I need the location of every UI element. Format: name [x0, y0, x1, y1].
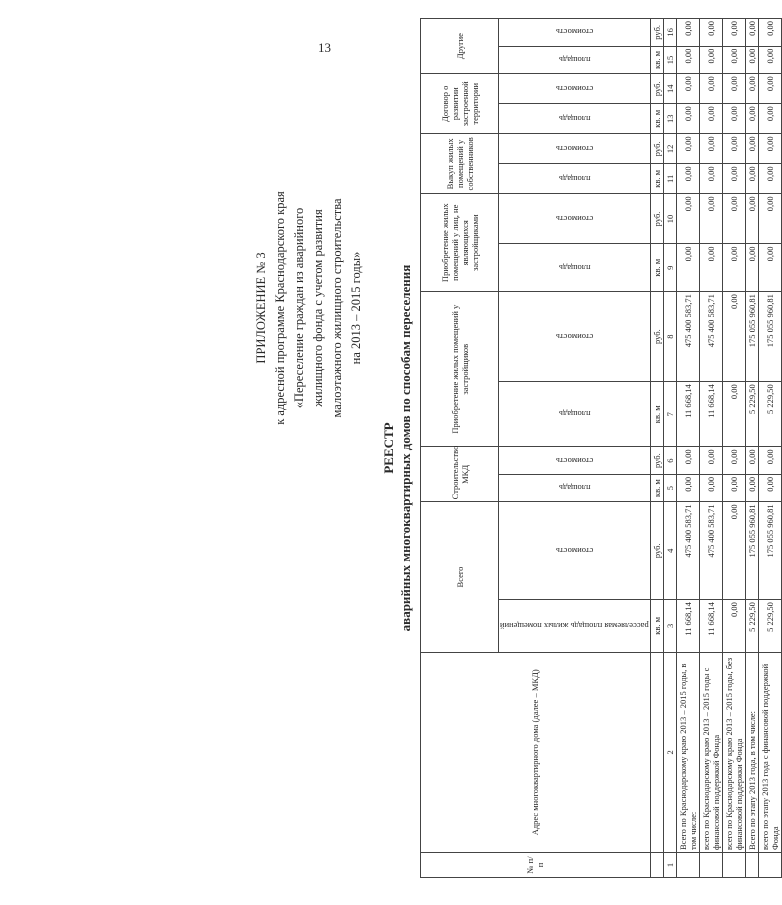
units-cell: кв. м: [650, 382, 663, 447]
row-value-cell: 0,00: [699, 74, 722, 104]
row-value-cell: 0,00: [745, 164, 758, 194]
row-value-cell: 0,00: [745, 104, 758, 134]
row-value-cell: 0,00: [758, 74, 781, 104]
row-value-cell: 11 668,14: [676, 600, 699, 653]
column-number: 9: [663, 244, 676, 292]
units-cell: кв. м: [650, 474, 663, 502]
column-number: 15: [663, 46, 676, 74]
appendix-line: малоэтажного жилищного строительства: [330, 198, 344, 418]
units-cell: [650, 852, 663, 877]
row-value-cell: 11 668,14: [699, 382, 722, 447]
units-cell: кв. м: [650, 104, 663, 134]
row-value-cell: 175 055 960,81: [758, 502, 781, 600]
row-num-cell: [722, 852, 745, 877]
rotated-page-content: [250, 18, 780, 878]
subheader-area: площадь: [499, 46, 651, 74]
subheader-cost: стоимость: [499, 134, 651, 164]
row-value-cell: 5 229,50: [758, 600, 781, 653]
registry-table: [420, 18, 782, 878]
table-body: [676, 19, 781, 878]
row-value-cell: 0,00: [676, 447, 699, 475]
row-num-cell: [745, 852, 758, 877]
row-value-cell: 0,00: [722, 447, 745, 475]
appendix-heading: [252, 38, 366, 578]
row-num-cell: [758, 852, 781, 877]
appendix-line: жилищного фонда с учетом развития: [311, 209, 325, 407]
row-value-cell: 175 055 960,81: [745, 292, 758, 382]
header-purchase-nondev: Приобретение жилых помещений у лиц, не являющихся застройщиками: [421, 194, 499, 292]
table-row: [745, 19, 758, 878]
row-num-cell: [676, 852, 699, 877]
subheader-area: площадь: [499, 474, 651, 502]
column-number: 3: [663, 600, 676, 653]
subheader-cost: стоимость: [499, 447, 651, 475]
row-value-cell: 0,00: [745, 447, 758, 475]
row-value-cell: 0,00: [699, 19, 722, 47]
row-value-cell: 0,00: [676, 194, 699, 244]
appendix-line: на 2013 – 2015 годы»: [349, 251, 363, 365]
column-number: 2: [663, 652, 676, 852]
row-value-cell: 0,00: [676, 19, 699, 47]
row-address-cell: всего по этапу 2013 года с финансовой поддержкой Фонда: [758, 652, 781, 852]
row-value-cell: 175 055 960,81: [745, 502, 758, 600]
row-value-cell: 0,00: [722, 292, 745, 382]
row-value-cell: 0,00: [722, 382, 745, 447]
column-number: 4: [663, 502, 676, 600]
column-number: 16: [663, 19, 676, 47]
row-value-cell: 475 400 583,71: [676, 292, 699, 382]
subheader-cost: стоимость: [499, 19, 651, 47]
subheader-cost: стоимость: [499, 292, 651, 382]
units-cell: руб.: [650, 502, 663, 600]
subheader-area: площадь: [499, 244, 651, 292]
column-number: 10: [663, 194, 676, 244]
units-cell: кв. м: [650, 600, 663, 653]
row-value-cell: 0,00: [745, 19, 758, 47]
units-cell: [650, 652, 663, 852]
table-header-row: [421, 19, 499, 878]
table-row: [722, 19, 745, 878]
units-cell: кв. м: [650, 46, 663, 74]
row-value-cell: 0,00: [745, 74, 758, 104]
row-value-cell: 0,00: [699, 447, 722, 475]
registry-title-line1: РЕЕСТР: [381, 422, 396, 474]
units-cell: кв. м: [650, 164, 663, 194]
header-num: № п/п: [421, 852, 651, 877]
row-value-cell: 0,00: [758, 194, 781, 244]
header-buyout: Выкуп жилых помещений у собственников: [421, 134, 499, 194]
row-value-cell: 0,00: [699, 474, 722, 502]
row-value-cell: 0,00: [745, 134, 758, 164]
row-value-cell: 475 400 583,71: [699, 292, 722, 382]
row-value-cell: 0,00: [758, 19, 781, 47]
row-value-cell: 0,00: [699, 134, 722, 164]
column-number: 14: [663, 74, 676, 104]
appendix-line: ПРИЛОЖЕНИЕ № 3: [254, 252, 268, 364]
column-number: 13: [663, 104, 676, 134]
appendix-line: к адресной программе Краснодарского края: [273, 191, 287, 425]
row-value-cell: 0,00: [722, 502, 745, 600]
units-cell: руб.: [650, 19, 663, 47]
registry-title: [380, 18, 414, 878]
subheader-cost: стоимость: [499, 74, 651, 104]
column-number: 12: [663, 134, 676, 164]
header-construction: Строительство МКД: [421, 447, 499, 502]
row-value-cell: 0,00: [722, 194, 745, 244]
subheader-area: площадь: [499, 104, 651, 134]
page-number: 13: [318, 40, 331, 55]
row-value-cell: 0,00: [676, 134, 699, 164]
row-value-cell: 0,00: [758, 447, 781, 475]
row-value-cell: 0,00: [722, 134, 745, 164]
appendix-line: «Переселение граждан из аварийного: [292, 207, 306, 409]
row-value-cell: 0,00: [699, 46, 722, 74]
subheader-cost: стоимость: [499, 194, 651, 244]
row-value-cell: 0,00: [722, 600, 745, 653]
row-address-cell: всего по Краснодарскому краю 2013 – 2015 годы, без финансовой поддержки Фонда: [722, 652, 745, 852]
units-cell: руб.: [650, 74, 663, 104]
row-value-cell: 0,00: [676, 244, 699, 292]
row-value-cell: 0,00: [758, 46, 781, 74]
row-value-cell: 0,00: [758, 134, 781, 164]
row-value-cell: 0,00: [676, 474, 699, 502]
table-row: [699, 19, 722, 878]
row-address-cell: всего по Краснодарскому краю 2013 – 2015 годы с финансовой поддержкой Фонда: [699, 652, 722, 852]
table-row: [676, 19, 699, 878]
row-value-cell: 0,00: [722, 474, 745, 502]
row-value-cell: 0,00: [745, 474, 758, 502]
header-dev-contract: Договор о развитии застроенной территории: [421, 74, 499, 134]
row-value-cell: 0,00: [758, 244, 781, 292]
row-value-cell: 0,00: [722, 19, 745, 47]
row-value-cell: 11 668,14: [699, 600, 722, 653]
row-value-cell: 0,00: [758, 164, 781, 194]
row-address-cell: Всего по Краснодарскому краю 2013 – 2015 годы, в том числе:: [676, 652, 699, 852]
row-value-cell: 0,00: [745, 244, 758, 292]
row-value-cell: 475 400 583,71: [676, 502, 699, 600]
column-number: 6: [663, 447, 676, 475]
units-cell: руб.: [650, 292, 663, 382]
subheader-area-resettled: расселяемая площадь жилых помещений: [499, 600, 651, 653]
column-number: 7: [663, 382, 676, 447]
header-total: Всего: [421, 502, 499, 652]
row-value-cell: 0,00: [745, 194, 758, 244]
row-value-cell: 5 229,50: [745, 382, 758, 447]
column-number: 1: [663, 852, 676, 877]
row-value-cell: 0,00: [722, 46, 745, 74]
row-value-cell: 11 668,14: [676, 382, 699, 447]
row-value-cell: 0,00: [699, 104, 722, 134]
units-cell: руб.: [650, 194, 663, 244]
column-number: 11: [663, 164, 676, 194]
table-row: [758, 19, 781, 878]
row-value-cell: 0,00: [676, 46, 699, 74]
row-value-cell: 0,00: [722, 244, 745, 292]
row-value-cell: 5 229,50: [745, 600, 758, 653]
row-value-cell: 0,00: [722, 104, 745, 134]
row-value-cell: 5 229,50: [758, 382, 781, 447]
header-purchase-dev: Приобретение жилых помещений у застройщиков: [421, 292, 499, 447]
row-value-cell: 0,00: [722, 74, 745, 104]
units-cell: руб.: [650, 447, 663, 475]
subheader-area: площадь: [499, 164, 651, 194]
row-num-cell: [699, 852, 722, 877]
row-value-cell: 0,00: [758, 474, 781, 502]
row-value-cell: 475 400 583,71: [699, 502, 722, 600]
column-number-row: [663, 19, 676, 878]
subheader-cost: стоимость: [499, 502, 651, 600]
row-value-cell: 175 055 960,81: [758, 292, 781, 382]
row-value-cell: 0,00: [745, 46, 758, 74]
row-value-cell: 0,00: [676, 74, 699, 104]
registry-title-line2: аварийных многоквартирных домов по способам переселения: [398, 264, 413, 632]
units-cell: руб.: [650, 134, 663, 164]
header-address: Адрес многоквартирного дома (далее – МКД): [421, 652, 651, 852]
row-value-cell: 0,00: [699, 194, 722, 244]
subheader-area: площадь: [499, 382, 651, 447]
header-other: Другие: [421, 19, 499, 74]
column-number: 5: [663, 474, 676, 502]
units-cell: кв. м: [650, 244, 663, 292]
row-value-cell: 0,00: [699, 164, 722, 194]
row-address-cell: Всего по этапу 2013 года, в том числе:: [745, 652, 758, 852]
units-row: [650, 19, 663, 878]
row-value-cell: 0,00: [676, 104, 699, 134]
row-value-cell: 0,00: [699, 244, 722, 292]
row-value-cell: 0,00: [676, 164, 699, 194]
column-number: 8: [663, 292, 676, 382]
row-value-cell: 0,00: [722, 164, 745, 194]
row-value-cell: 0,00: [758, 104, 781, 134]
